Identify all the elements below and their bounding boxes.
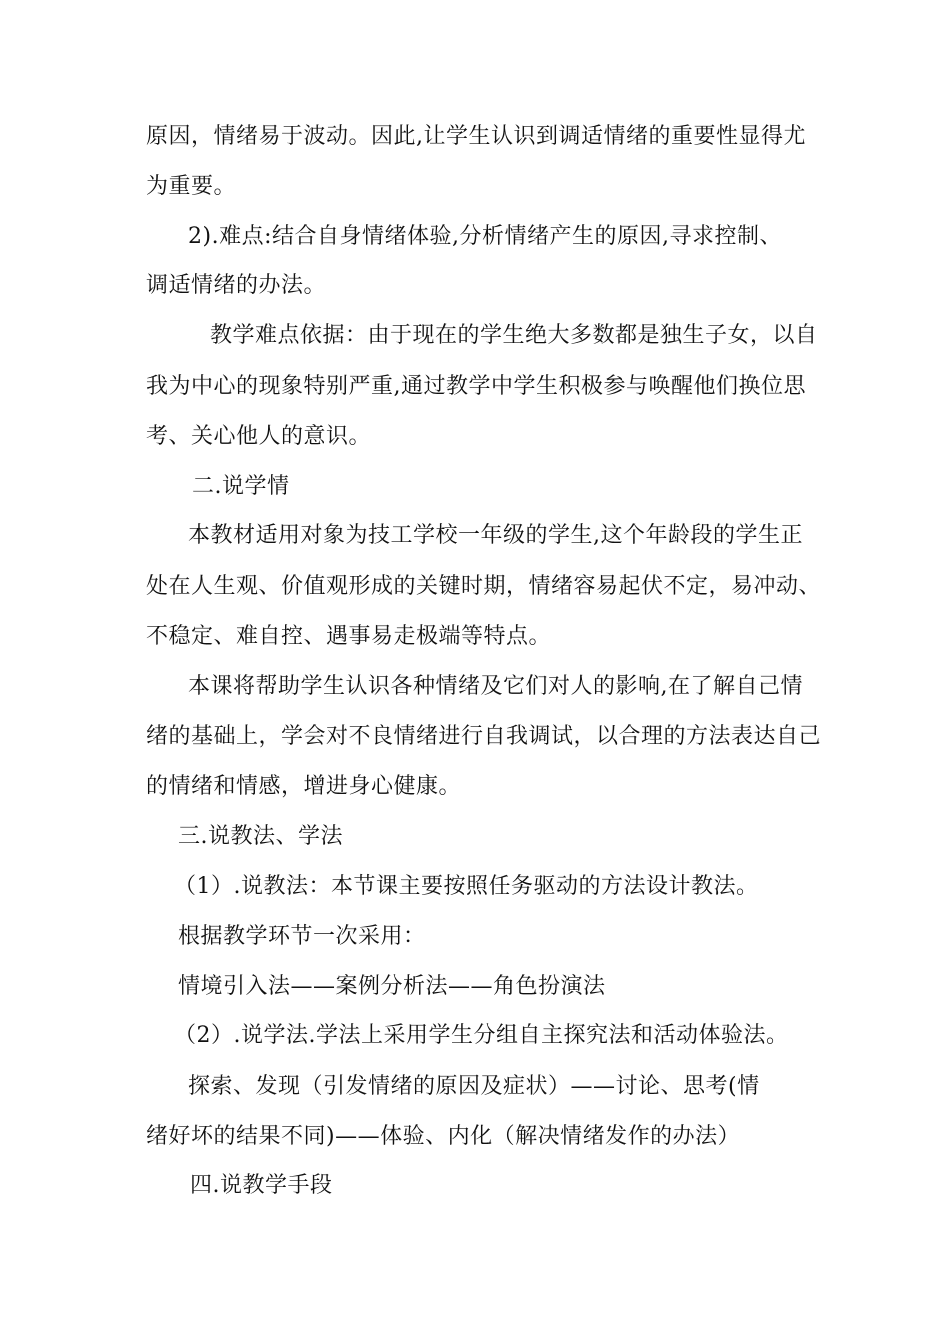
text-line: 为重要。 (146, 174, 237, 199)
text-line: 情境引入法——案例分析法——角色扮演法 (178, 974, 606, 999)
text-line: 原因，情绪易于波动。因此,让学生认识到调适情绪的重要性显得尤 (146, 124, 806, 149)
text-line: （2）.说学法.学法上采用学生分组自主探究法和活动体验法。 (174, 1023, 789, 1048)
section-heading: 二.说学情 (192, 474, 290, 499)
text-line: 不稳定、难自控、遇事易走极端等特点。 (146, 624, 552, 649)
text-line: 2).难点:结合自身情绪体验,分析情绪产生的原因,寻求控制、 (188, 224, 782, 249)
text-line: 教学难点依据：由于现在的学生绝大多数都是独生子女，以自 (210, 323, 818, 348)
text-line: 调适情绪的办法。 (146, 273, 327, 298)
text-line: 我为中心的现象特别严重,通过教学中学生积极参与唤醒他们换位思 (146, 374, 806, 399)
text-line: 绪的基础上，学会对不良情绪进行自我调试，以合理的方法表达自己 (146, 724, 822, 749)
text-line: 的情绪和情感，增进身心健康。 (146, 774, 462, 799)
section-heading: 三.说教法、学法 (178, 824, 343, 849)
text-line: 处在人生观、价值观形成的关键时期，情绪容易起伏不定，易冲动、 (146, 574, 822, 599)
text-line: 本教材适用对象为技工学校一年级的学生,这个年龄段的学生正 (188, 523, 803, 548)
text-line: 根据教学环节一次采用： (178, 924, 426, 949)
section-heading: 四.说教学手段 (190, 1173, 333, 1198)
text-line: 本课将帮助学生认识各种情绪及它们对人的影响,在了解自己情 (188, 674, 803, 699)
text-line: 绪好坏的结果不同)——体验、内化（解决情绪发作的办法） (146, 1124, 741, 1149)
text-line: （1）.说教法：本节课主要按照任务驱动的方法设计教法。 (174, 874, 759, 899)
text-line: 探索、发现（引发情绪的原因及症状）——讨论、思考(情 (188, 1074, 760, 1099)
text-line: 考、关心他人的意识。 (146, 424, 372, 449)
